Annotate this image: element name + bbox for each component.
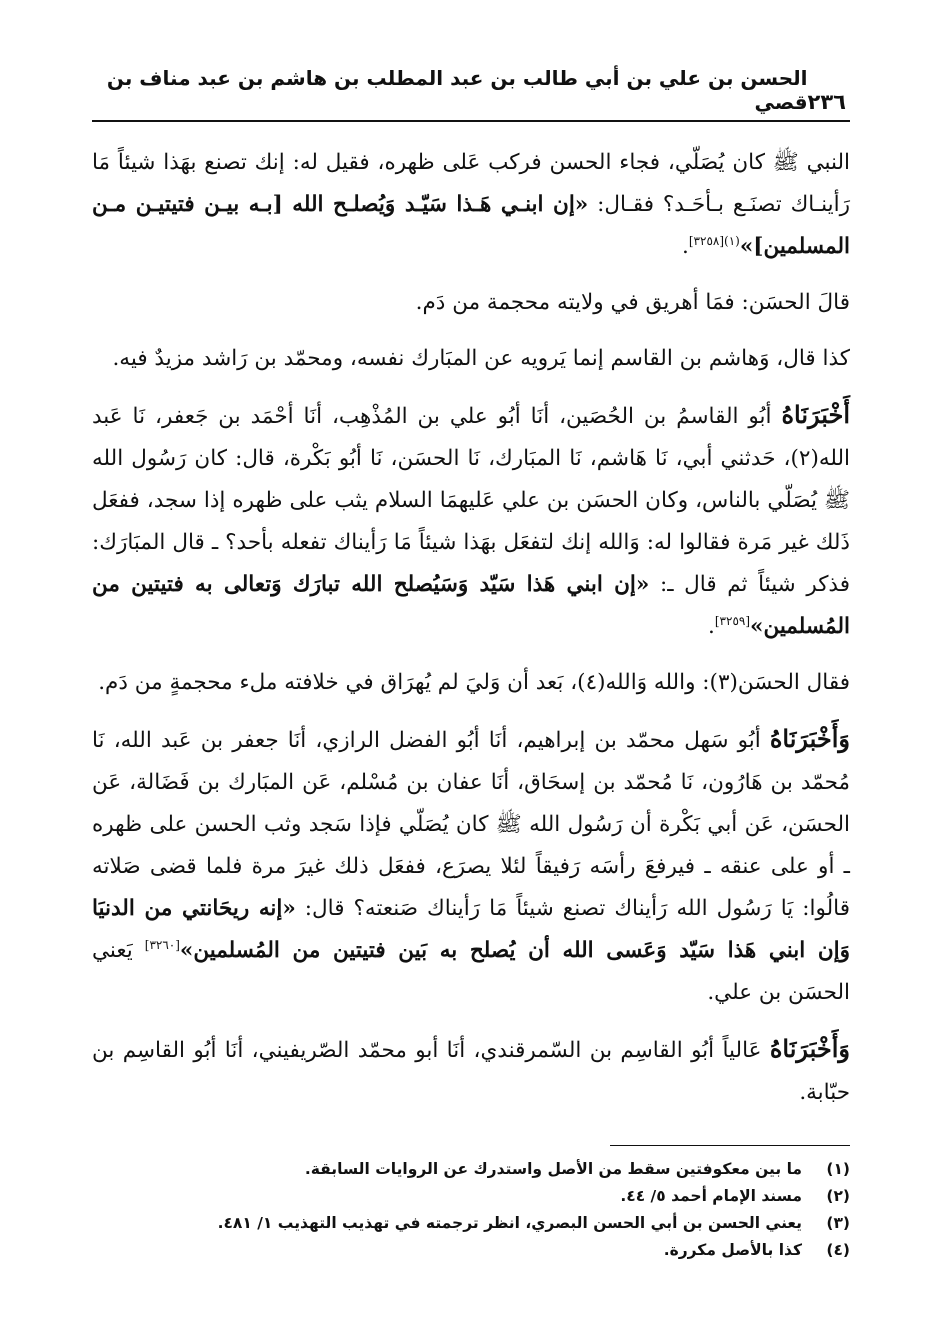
paragraph-text: النبي ﷺ كان يُصَلّي، فجاء الحسن فركب عَلى ظهره، فقيل له: إنك تصنع بهَذا شيئاً مَا رَأينـاك تصنَـع بـأحَـد؟ فقـال: (92, 150, 850, 217)
hadith-quote: «إن ابني هَذا سَيّد وَسَيُصلح الله تبارَك وَتعالى به فتيتين من المُسلمين» (92, 572, 850, 639)
reference-mark: [٣٢٥٩] (714, 613, 751, 628)
isnad-lead: وَأَخْبَرَنَاهُ (769, 1034, 850, 1063)
paragraph-text: أبُو سَهل محمّد بن إبراهيم، أنَا أبُو الفضل الرازي، أنَا جعفر بن عَبد الله، نَا مُحمّد بن هَارُون، نَا مُحمّد بن إسحَاق، أنَا عفان بن مُسْلم، عَن المبَارك بن فَضَالة، عَن الحسَن، عَن أبي بَكْرة أن رَسُول الله ﷺ كان يُصَلّي فإذا سَجد وثب الحسن على ظهره ـ أو على عنقه ـ فيرفعَ رأسَه رَفيقاً لئلا يصرَع، ففعَل ذلك غيرَ مرة فلما قضى صَلاته قالُوا: يَا رَسُول الله رَأيناك تصنع شيئاً مَا رَأيناك صَنعته؟ قال: (92, 728, 850, 921)
paragraph-tail: . (708, 614, 715, 639)
footnote-text: كذا بالأصل مكررة. (663, 1241, 802, 1259)
footnote-text: ما بين معكوفتين سقط من الأصل واستدرك عن الروايات السابقة. (304, 1160, 802, 1178)
footnote-3 (92, 1210, 850, 1237)
isnad-lead: وَأَخْبَرَنَاهُ (769, 724, 850, 753)
main-text (92, 142, 850, 1114)
running-title: الحسن بن علي بن أبي طالب بن عبد المطلب بن هاشم بن عبد مناف بن قصي (106, 66, 808, 114)
paragraph-text: كذا قال، وَهاشم بن القاسم إنما يَرويه عن المبَارك نفسه، ومحمّد بن رَاشد مزيدٌ فيه. (112, 346, 850, 371)
hadith-quote: «إن ابنـي هَـذا سَيّـد وَيُصلـح الله [بـه بيـن فتيتيـن مـن المسلمين]» (92, 192, 850, 259)
paragraph-1 (92, 142, 850, 268)
hadith-quote: «إنه ريحَانتي من الدنيَا وَإن ابني هَذا سَيّد وَعَسى الله أن يُصلح به بَين فتيتين من المُسلمين» (92, 896, 850, 963)
reference-mark: (١)[٣٢٥٨] (688, 233, 740, 248)
paragraph-3 (92, 338, 850, 380)
footnote-divider (610, 1145, 850, 1146)
page-number: ٢٣٦ (807, 90, 846, 114)
paragraph-5 (92, 662, 850, 704)
paragraph-2 (92, 282, 850, 324)
paragraph-tail: يَعني الحسَن بن علي. (92, 938, 850, 1005)
footnote-4 (92, 1237, 850, 1264)
footnotes (92, 1145, 850, 1264)
footnote-number: (١) (826, 1160, 850, 1178)
paragraph-7 (92, 1028, 850, 1114)
isnad-lead: أَخْبَرَنَاهُ (781, 400, 850, 429)
footnote-number: (٢) (826, 1187, 850, 1205)
paragraph-4 (92, 394, 850, 648)
paragraph-tail: . (682, 234, 689, 259)
running-header (92, 66, 850, 122)
footnote-text: يعني الحسن بن أبي الحسن البصري، انظر ترجمته في تهذيب التهذيب ١/ ٤٨١. (217, 1214, 802, 1232)
footnote-2 (92, 1183, 850, 1210)
paragraph-text: عَالياً أبُو القاسِم بن السّمرقندي، أنَا أبو محمّد الصّريفيني، أنَا أبُو القاسِم بن حبّابة. (92, 1038, 850, 1105)
footnote-number: (٣) (826, 1214, 850, 1232)
paragraph-text: فقال الحسَن(٣): والله وَالله(٤)، بَعد أن وَليَ لم يُهرَاق في خلافته ملء محجمةٍ من دَم. (98, 670, 850, 695)
footnote-1 (92, 1156, 850, 1183)
footnote-number: (٤) (826, 1241, 850, 1259)
reference-mark: [٣٢٦٠] (144, 937, 180, 952)
footnote-text: مسند الإمام أحمد ٥/ ٤٤. (620, 1187, 802, 1205)
paragraph-text: أبُو القاسمُ بن الحُصَين، أنَا أبُو علي بن المُذْهِب، أنَا أحْمَد بن جَعفر، نَا عَبد الله(٢)، حَدثني أبي، نَا هَاشم، نَا المبَارك، نَا الحسَن، نَا أبُو بَكْرة، قال: كان رَسُول الله ﷺ يُصَلّي بالناس، وكان الحسَن بن علي عَليهمَا السلام يثب على ظهره إذا سجد، ففعَل ذَلك غير مَرة فقالوا له: وَالله إنك لتفعَل بهَذا شيئاً مَا رَأيناك تفعله بأحد؟ ـ قال المبَارَك: فذكر شيئاً ثم قال ـ: (92, 404, 850, 597)
paragraph-6 (92, 718, 850, 1014)
paragraph-text: قالَ الحسَن: فمَا أهريق في ولايته محجمة من دَم. (415, 290, 850, 315)
